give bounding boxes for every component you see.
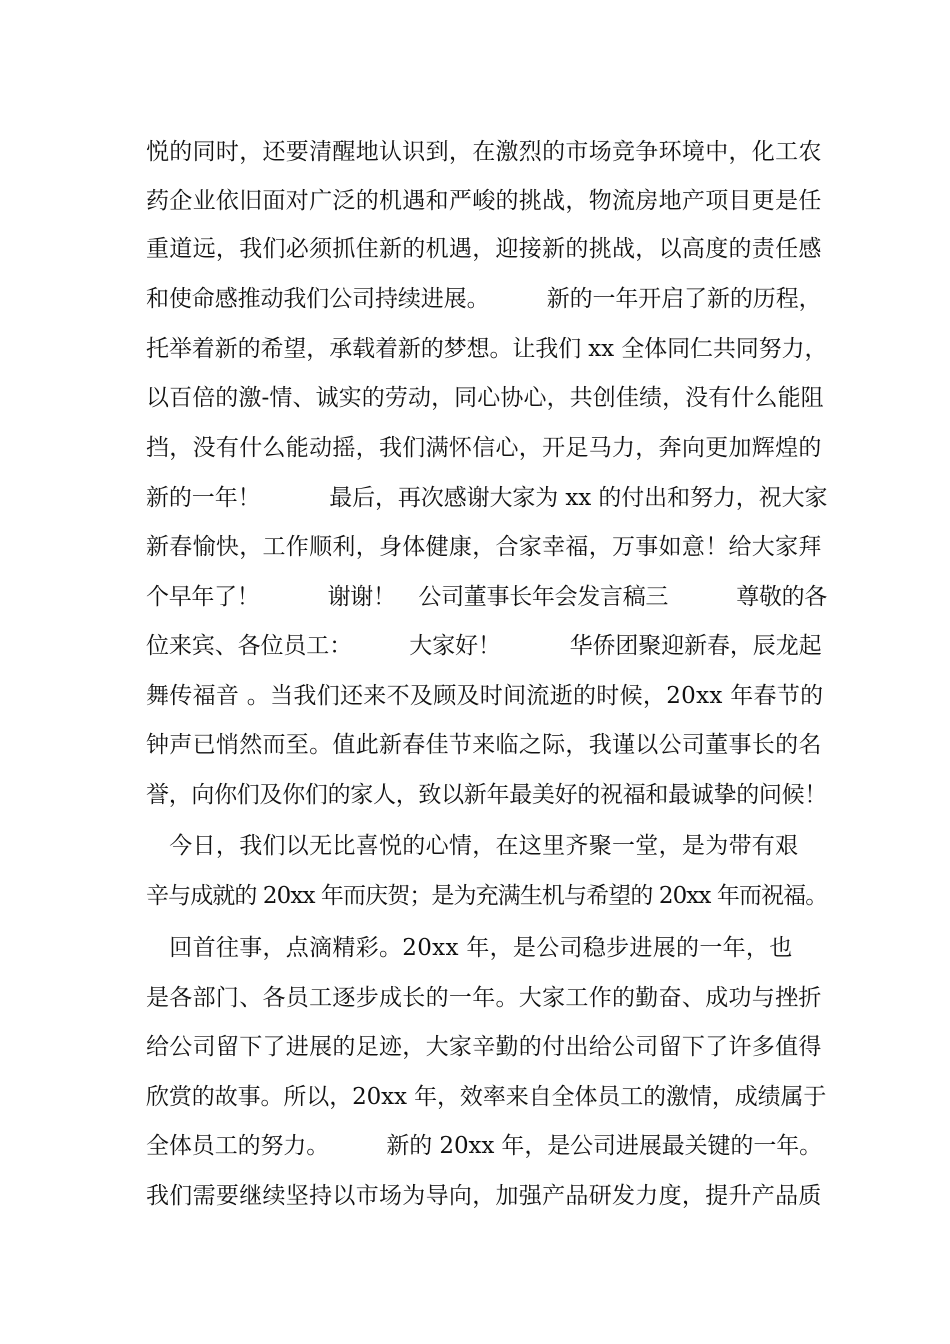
text-line: 钟声已悄然而至。值此新春佳节来临之际，我谨以公司董事长的名	[146, 732, 822, 758]
text-line: 是各部门、各员工逐步成长的一年。大家工作的勤奋、成功与挫折	[146, 985, 822, 1011]
text-line: 托举着新的希望，承载着新的梦想。让我们 xx 全体同仁共同努力，	[146, 336, 828, 362]
text-line: 个早年了！ 谢谢！ 公司董事长年会发言稿三 尊敬的各	[146, 584, 828, 610]
text-line: 誉，向你们及你们的家人，致以新年最美好的祝福和最诚挚的问候！	[146, 782, 828, 808]
text-line: 全体员工的努力。 新的 20xx 年，是公司进展最关键的一年。	[146, 1133, 823, 1159]
text-line: 挡，没有什么能动摇，我们满怀信心，开足马力，奔向更加辉煌的	[146, 435, 822, 461]
text-line: 悦的同时，还要清醒地认识到，在激烈的市场竞争环境中，化工农	[146, 139, 822, 165]
text-line: 给公司留下了进展的足迹，大家辛勤的付出给公司留下了许多值得	[146, 1034, 822, 1060]
text-line: 重道远，我们必须抓住新的机遇，迎接新的挑战，以高度的责任感	[146, 236, 822, 262]
text-line: 位来宾、各位员工： 大家好！ 华侨团聚迎新春，辰龙起	[146, 633, 822, 659]
text-line: 以百倍的激-情、诚实的劳动，同心协心，共创佳绩，没有什么能阻	[146, 385, 824, 411]
text-line: 欣赏的故事。所以，20xx 年，效率来自全体员工的激情，成绩属于	[146, 1084, 827, 1110]
text-line: 新的一年！ 最后，再次感谢大家为 xx 的付出和努力，祝大家	[146, 485, 828, 511]
text-line: 舞传福音 。当我们还来不及顾及时间流逝的时候，20xx 年春节的	[146, 683, 824, 709]
text-line: 我们需要继续坚持以市场为导向，加强产品研发力度，提升产品质	[146, 1183, 822, 1209]
text-line: 药企业依旧面对广泛的机遇和严峻的挑战，物流房地产项目更是任	[146, 188, 822, 214]
text-line: 今日，我们以无比喜悦的心情，在这里齐聚一堂，是为带有艰	[146, 833, 799, 859]
text-line: 辛与成就的 20xx 年而庆贺；是为充满生机与希望的 20xx 年而祝福。	[146, 883, 828, 909]
text-line: 和使命感推动我们公司持续进展。 新的一年开启了新的历程，	[146, 286, 822, 312]
text-line: 新春愉快，工作顺利，身体健康，合家幸福，万事如意！给大家拜	[146, 534, 822, 560]
text-line: 回首往事，点滴精彩。20xx 年，是公司稳步进展的一年，也	[146, 935, 793, 961]
